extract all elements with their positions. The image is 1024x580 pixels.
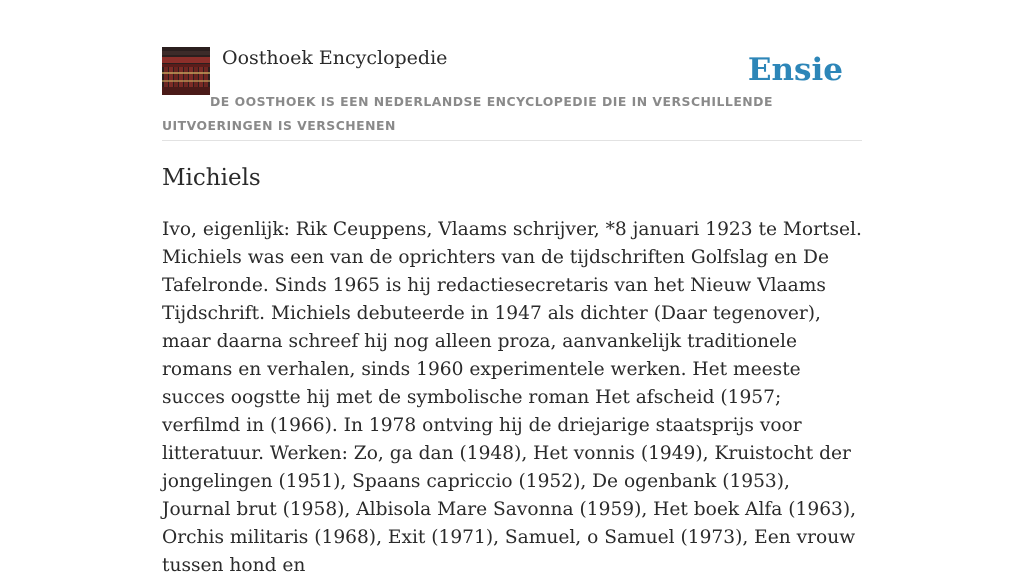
brand-logo[interactable]: Ensie — [747, 52, 843, 88]
article-body: Ivo, eigenlijk: Rik Ceuppens, Vlaams schrijver, *8 januari 1923 te Mortsel. Michiels was een van de oprichters van de tijdschriften Golfslag en De Tafelronde. Sinds 1965 is hij redactiesecretaris van het Nieuw Vlaams Tijdschrift. Michiels debuteerde in 1947 als dichter (Daar tegenover), maar daarna schreef hij nog alleen proza, aanvankelijk traditionele romans en verhalen, sinds 1960 experimentele werken. Het meeste succes oogstte hij met de symbolische roman Het afscheid (1957; verfilmd in (1966). In 1978 ontving hij de driejarige staatsprijs voor litteratuur. Werken: Zo, ga dan (1948), Het vonnis (1949), Kruistocht der jongelingen (1951), Spaans capriccio (1952), De ogenbank (1953), Journal brut (1958), Albisola Mare Savonna (1959), Het boek Alfa (1963), Orchis militaris (1968), Exit (1971), Samuel, o Samuel (1973), Een vrouw tussen hond en — [162, 219, 862, 576]
site-header — [162, 46, 862, 141]
site-title[interactable]: Oosthoek Encyclopedie — [222, 47, 448, 69]
book-spines-icon — [162, 47, 210, 95]
site-tagline: DE OOSTHOEK IS EEN NEDERLANDSE ENCYCLOPEDIE DIE IN VERSCHILLENDE UITVOERINGEN IS VERSCHENEN — [162, 94, 773, 133]
article-title: Michiels — [162, 165, 261, 191]
site-avatar[interactable] — [162, 47, 210, 95]
